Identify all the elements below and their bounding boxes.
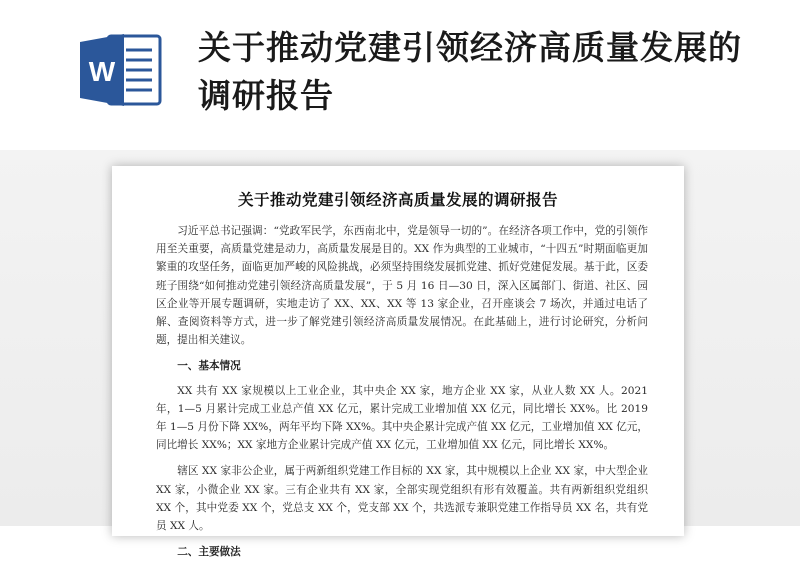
intro-paragraph: 习近平总书记强调：“党政军民学，东西南北中，党是领导一切的”。在经济各项工作中，党的引领作用至关重要，高质量党建是动力，高质量发展是目的。XX 作为典型的工业城市，“十四五”时期面临更加繁重的攻坚任务，面临更加严峻的风险挑战，必须坚持围绕发展抓党建、抓好党建促发展。基于此，区委班子围绕“如何推动党建引领经济高质量发展”，于 5 月 16 日—30 日，深入区属部门、街道、社区、园区企业等开展专题调研，实地走访了 XX、XX、XX 等 13 家企业，召开座谈会 7 场次，并通过电话了解、查阅资料等方式，进一步了解党建引领经济高质量发展情况。在此基础上，进行讨论研究，分析问题，提出相关建议。 — [156, 225, 648, 347]
section-heading-basic: 一、基本情况 — [177, 360, 241, 373]
document-body — [156, 222, 648, 567]
header — [0, 0, 800, 150]
document-title: 关于推动党建引领经济高质量发展的调研报告 — [237, 190, 558, 209]
paragraph-basic-2: 辖区 XX 家非公企业，属于两新组织党建工作目标的 XX 家，其中规模以上企业 XX 家，中大型企业 XX 家，小微企业 XX 家。三有企业共有 XX 家，全部实现党组织有形有效覆盖。共有两新组织党组织 XX 个，其中党委 XX 个，党总支 XX 个，党支部 XX 个，共选派专兼职党建工作指导员 XX 名，共有党员 XX 人。 — [156, 465, 648, 533]
word-logo-letter: W — [88, 56, 116, 87]
word-document-icon — [78, 30, 164, 110]
section-heading-practices: 二、主要做法 — [177, 546, 241, 559]
paragraph-basic-1: XX 共有 XX 家规模以上工业企业，其中央企 XX 家，地方企业 XX 家，从业人数 XX 人。2021 年，1—5 月累计完成工业总产值 XX 亿元，累计完成工业增加值 XX 亿元，同比增长 XX%。比 2019 年 1—5 月份下降 XX%，两年平均下降 XX%。其中央企累计完成产值 XX 亿元，工业增加值 XX 亿元，同比增长 XX%；XX 家地方企业累计完成产值 XX 亿元，工业增加值 XX 亿元，同比增长 XX%。 — [156, 384, 648, 452]
page-title: 关于推动党建引领经济高质量发展的调研报告 — [198, 28, 742, 115]
document-page — [112, 166, 684, 559]
